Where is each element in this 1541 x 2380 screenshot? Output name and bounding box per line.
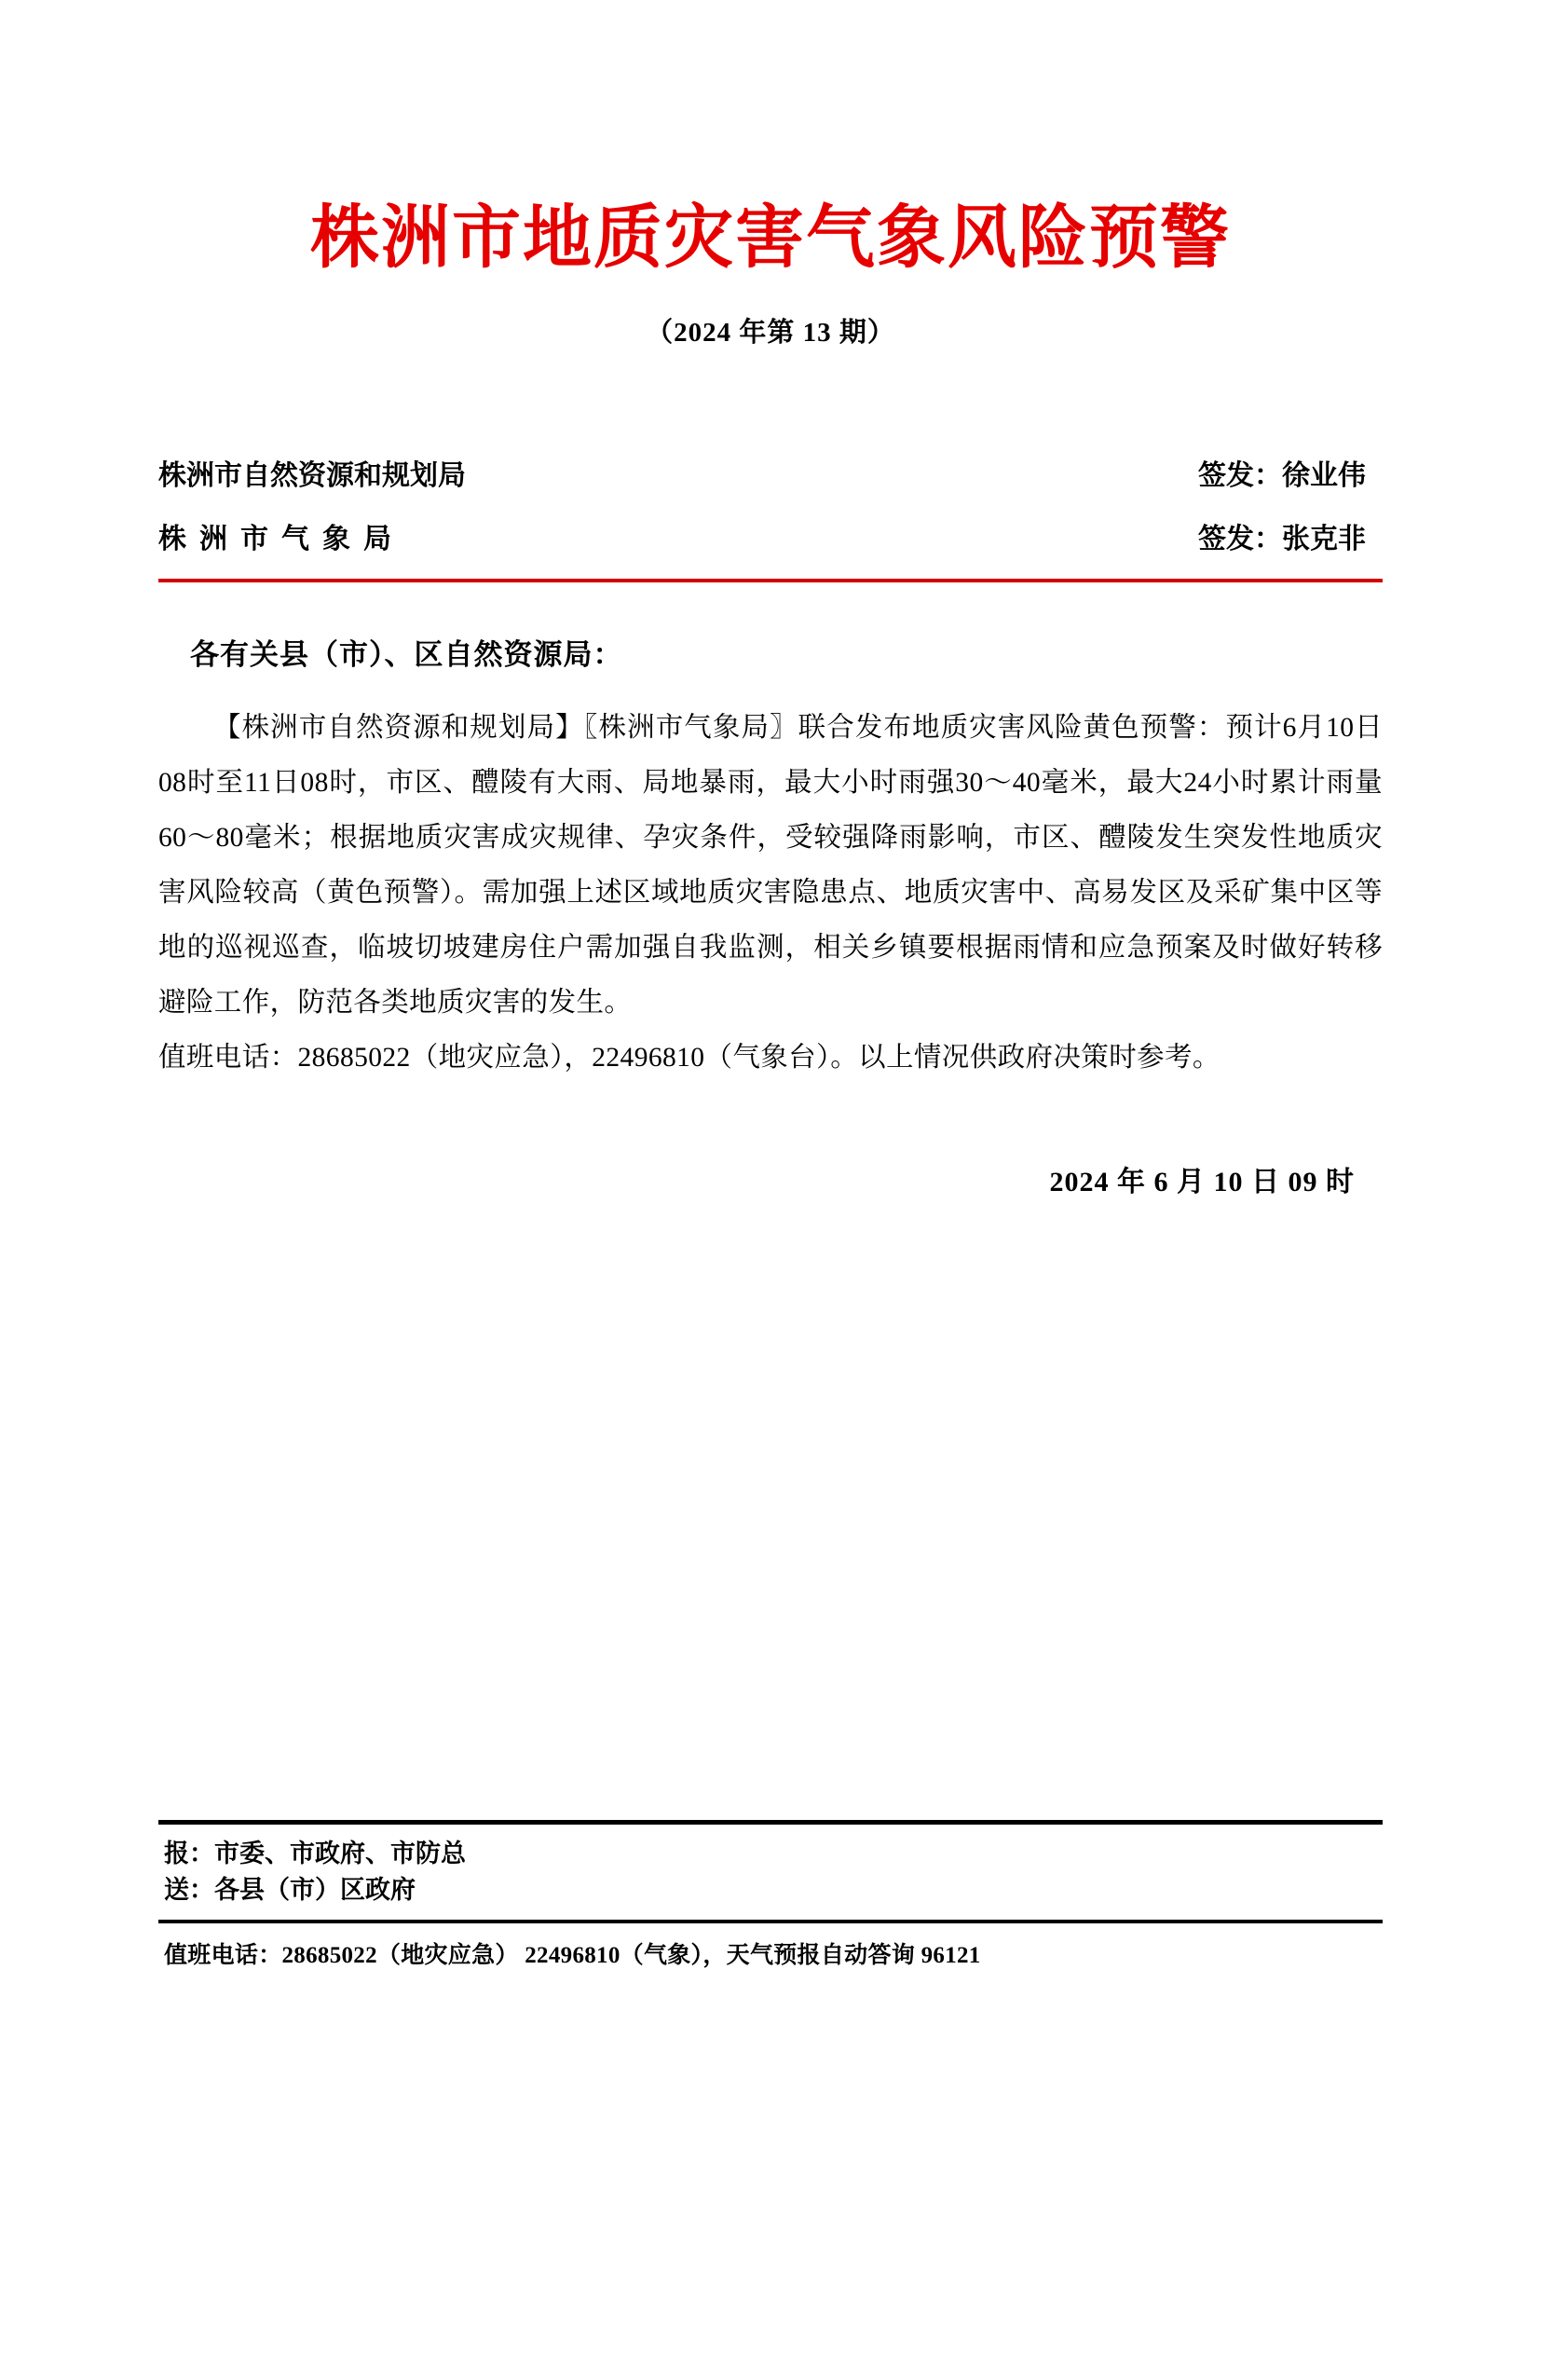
- issuing-department: 株洲市气象局: [158, 524, 404, 555]
- signer-name: 签发：张克非: [1198, 524, 1366, 555]
- signer-row: [158, 452, 1383, 493]
- signer-name: 签发：徐业伟: [1198, 460, 1366, 492]
- document-page: [0, 200, 1541, 2380]
- signers-block: [158, 452, 1383, 556]
- distribution-line: 报：市委、市政府、市防总: [164, 1839, 466, 1867]
- distribution-block: [158, 1836, 1383, 1908]
- footer-bottom-divider: [158, 1920, 1383, 1923]
- issuing-department: 株洲市自然资源和规划局: [158, 460, 466, 492]
- body-text: [158, 701, 1383, 1086]
- issue-number: （2024 年第 13 期）: [646, 318, 895, 349]
- distribution-line: 送：各县（市）区政府: [164, 1875, 416, 1904]
- duty-phone-line: 值班电话：28685022（地灾应急） 22496810（气象），天气预报自动答询 96121: [164, 1943, 981, 1968]
- footer: [158, 1820, 1383, 1970]
- signer-row: [158, 515, 1383, 556]
- footer-top-divider: [158, 1820, 1383, 1825]
- issue-date: 2024 年 6 月 10 日 09 时: [1049, 1167, 1355, 1198]
- body-paragraph: 值班电话：28685022（地灾应急），22496810（气象台）。以上情况供政府决策时参考。: [158, 1043, 1221, 1074]
- salutation: 各有关县（市）、区自然资源局：: [190, 638, 623, 672]
- red-divider: [158, 579, 1383, 582]
- page-title: 株洲市地质灾害气象风险预警: [310, 198, 1231, 278]
- body-paragraph: 【株洲市自然资源和规划局】〖株洲市气象局〗联合发布地质灾害风险黄色预警：预计6月10日08时至11日08时，市区、醴陵有大雨、局地暴雨，最大小时雨强30～40毫米，最大24小时累计雨量60～80毫米；根据地质灾害成灾规律、孕灾条件，受较强降雨影响，市区、醴陵发生突发性地质灾害风险较高（黄色预警）。需加强上述区域地质灾害隐患点、地质灾害中、高易发区及采矿集中区等地的巡视巡查，临坡切坡建房住户需加强自我监测，相关乡镇要根据雨情和应急预案及时做好转移避险工作，防范各类地质灾害的发生。: [158, 713, 1383, 1019]
